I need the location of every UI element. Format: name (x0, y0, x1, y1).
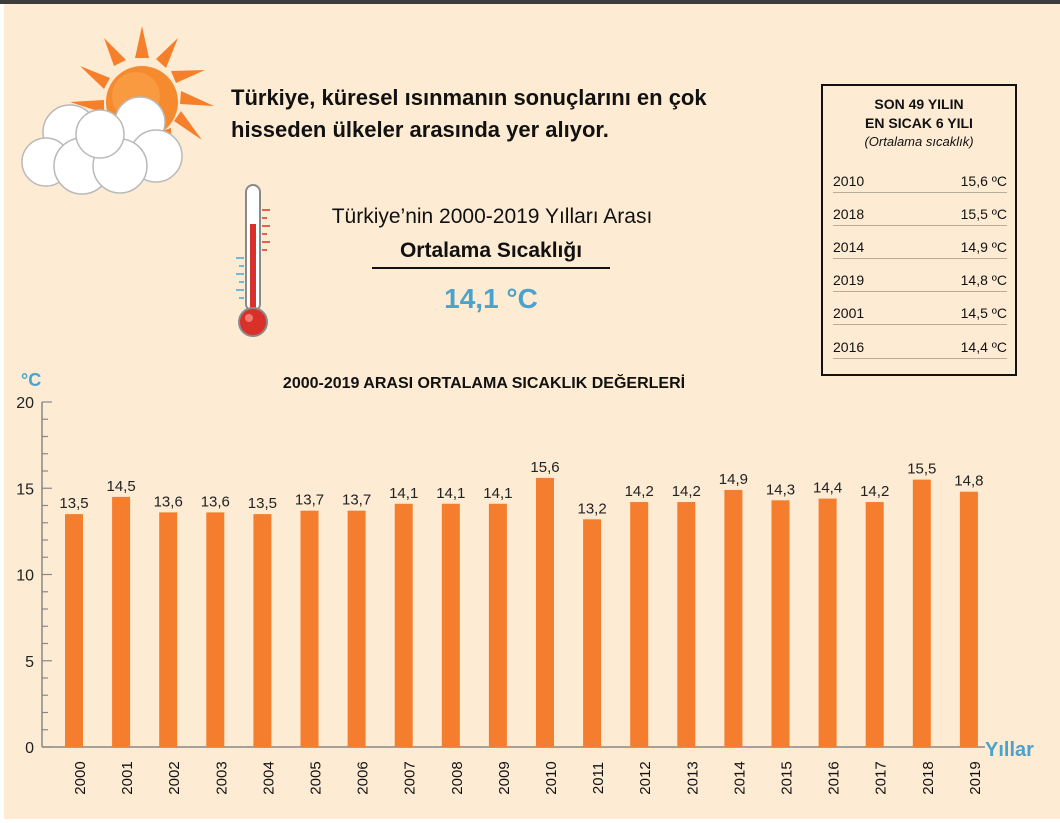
bar-value-label: 14,8 (954, 472, 984, 490)
y-tick-label: 15 (16, 481, 34, 499)
table-note: (Ortalama sıcaklık) (864, 134, 974, 149)
bar-2017 (866, 502, 884, 747)
x-tick-label: 2011 (590, 761, 608, 795)
bar-2003 (206, 512, 224, 747)
average-title: Türkiye’nin 2000-2019 Yılları Arası (331, 205, 653, 228)
bar-value-label: 14,2 (624, 483, 654, 501)
x-tick-label: 2019 (966, 761, 984, 795)
x-tick-label: 2006 (354, 761, 372, 795)
bar-2016 (819, 499, 837, 747)
bar-value-label: 13,7 (294, 491, 325, 509)
bar-value-label: 14,2 (671, 483, 701, 501)
table-title-line-1: SON 49 YILIN (874, 96, 964, 112)
table-row-value: 14,9 ºC (960, 239, 1007, 255)
x-tick-label: 2013 (684, 761, 702, 795)
bar-2012 (630, 502, 648, 747)
chart-value-labels (59, 459, 983, 517)
bar-2007 (395, 504, 413, 747)
bar-value-label: 13,5 (59, 495, 89, 513)
y-tick-label: 0 (25, 740, 34, 757)
x-tick-label: 2008 (448, 761, 466, 795)
x-tick-label: 2018 (919, 761, 937, 795)
x-tick-label: 2014 (731, 761, 749, 795)
table-row-value: 14,5 ºC (960, 305, 1007, 321)
bar-2013 (677, 502, 695, 747)
average-title-strong: Ortalama Sıcaklığı (372, 239, 610, 269)
x-tick-label: 2012 (637, 761, 655, 795)
x-tick-label: 2015 (778, 761, 796, 795)
x-tick-label: 2009 (495, 761, 513, 795)
bar-2014 (724, 490, 742, 747)
bar-value-label: 14,3 (765, 481, 796, 499)
table-row-value: 15,5 ºC (960, 206, 1007, 222)
bar-value-label: 13,7 (341, 491, 372, 509)
bar-value-label: 14,5 (106, 477, 136, 495)
table-row-year: 2016 (833, 339, 865, 355)
headline-line-1: Türkiye, küresel ısınmanın sonuçlarını en çok (231, 85, 707, 110)
bar-2002 (159, 512, 177, 747)
table-row-year: 2018 (833, 206, 865, 222)
bar-value-label: 14,1 (436, 484, 466, 502)
chart-title: 2000-2019 ARASI ORTALAMA SICAKLIK DEĞERLERİ (282, 375, 686, 392)
bar-value-label: 14,4 (812, 479, 843, 497)
x-tick-label: 2010 (543, 761, 560, 795)
y-tick-label: 10 (16, 567, 34, 585)
bar-2019 (960, 492, 978, 747)
x-tick-label: 2007 (401, 761, 419, 795)
x-tick-label: 2016 (825, 761, 843, 795)
bar-value-label: 13,6 (200, 493, 230, 511)
bar-2000 (65, 514, 83, 747)
y-tick-label: 20 (16, 395, 34, 412)
bar-2005 (301, 511, 319, 747)
chart-bars (65, 478, 978, 747)
table-row-year: 2010 (833, 173, 865, 189)
bar-value-label: 14,1 (389, 484, 419, 502)
bar-value-label: 14,9 (718, 470, 749, 488)
table-row-value: 14,8 ºC (960, 272, 1007, 288)
bar-2004 (253, 514, 271, 747)
bar-value-label: 15,5 (907, 460, 937, 478)
bar-2009 (489, 504, 507, 747)
x-tick-label: 2004 (260, 761, 278, 795)
bar-value-label: 13,2 (577, 500, 607, 518)
table-row-value: 15,6 ºC (960, 173, 1007, 189)
table-row-year: 2001 (833, 305, 865, 321)
x-tick-label: 2000 (72, 761, 89, 795)
bar-2001 (112, 497, 130, 747)
x-tick-label: 2017 (872, 761, 890, 795)
y-tick-label: 5 (25, 653, 34, 671)
x-tick-label: 2002 (166, 761, 184, 795)
table-row-year: 2014 (833, 239, 865, 255)
bar-2010 (536, 478, 554, 747)
x-axis-label: Yıllar (985, 739, 1034, 761)
x-tick-label: 2001 (119, 761, 137, 795)
table-row-value: 14,4 ºC (960, 339, 1007, 355)
bar-2015 (772, 500, 790, 747)
headline-line-2: hisseden ülkeler arasında yer alıyor. (231, 117, 609, 142)
x-tick-label: 2005 (307, 761, 325, 795)
bar-value-label: 15,6 (530, 458, 560, 476)
y-axis-label: °C (21, 370, 42, 390)
bar-2006 (348, 511, 366, 747)
x-tick-label: 2003 (213, 761, 231, 795)
bar-value-label: 14,2 (860, 483, 890, 501)
bar-value-label: 13,6 (153, 493, 183, 511)
bar-value-label: 14,1 (483, 484, 513, 502)
bar-2011 (583, 519, 601, 747)
table-row-year: 2019 (833, 272, 865, 288)
table-title-line-2: EN SICAK 6 YILI (865, 115, 973, 131)
bar-value-label: 13,5 (247, 495, 278, 513)
chart-x-tick-labels (72, 761, 984, 794)
average-value: 14,1 °C (444, 283, 538, 314)
bar-2008 (442, 504, 460, 747)
bar-2018 (913, 480, 931, 747)
